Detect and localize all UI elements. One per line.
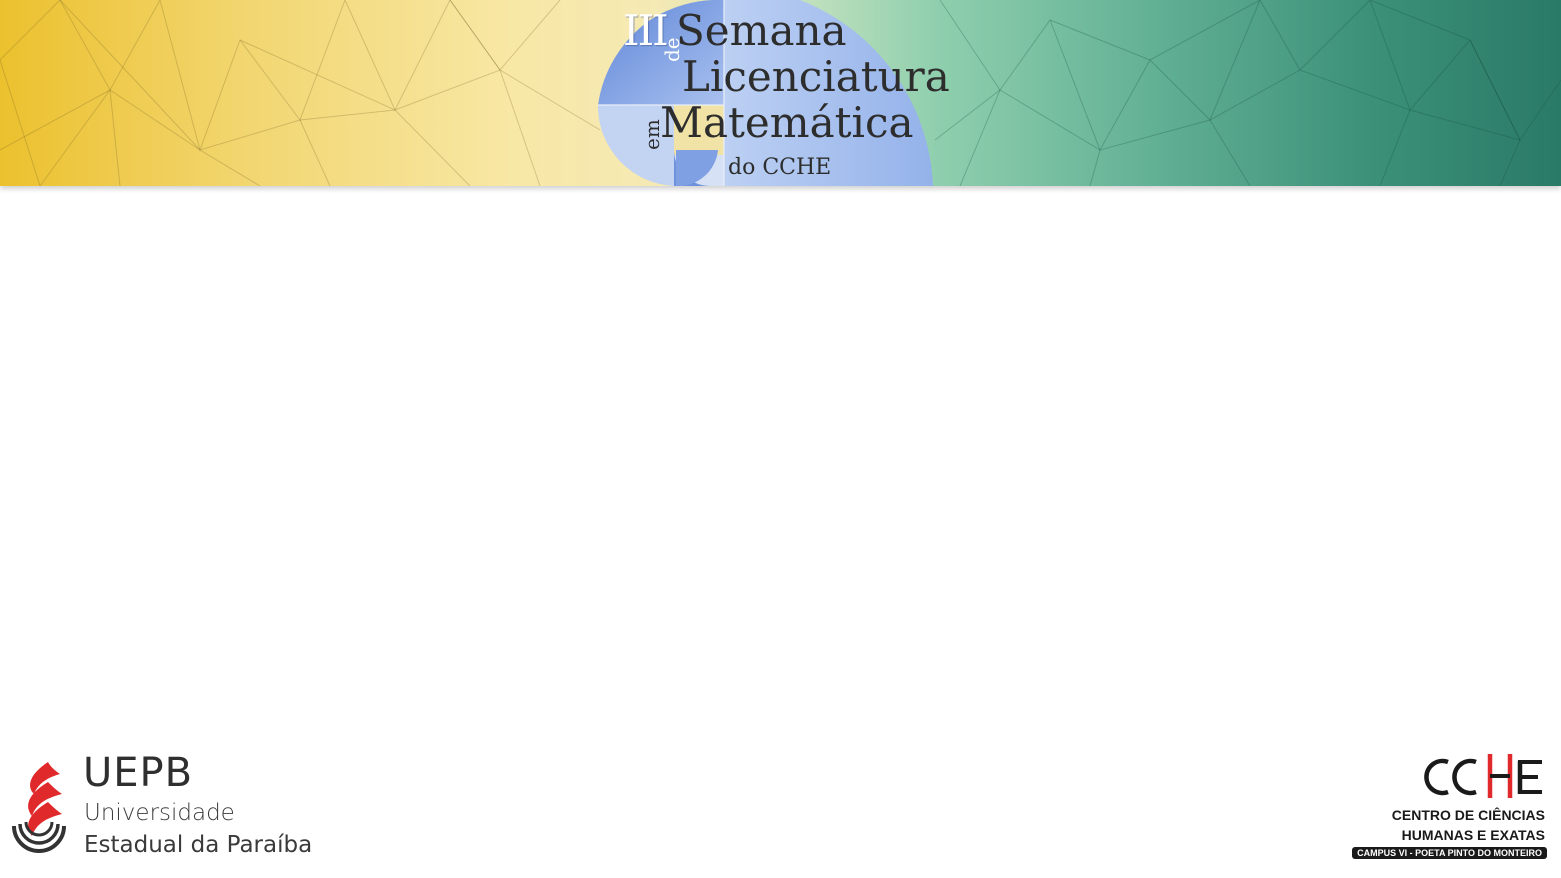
uepb-logo (8, 752, 318, 864)
cche-wordmark-icon (1416, 752, 1546, 802)
header-banner (0, 0, 1561, 186)
uepb-flame-icon (8, 760, 70, 860)
event-title-licenciatura: Licenciatura (682, 52, 950, 101)
event-title-suffix: do CCHE (728, 155, 832, 180)
uepb-name-line1: Universidade (84, 800, 235, 826)
event-title-numeral: III (623, 6, 667, 55)
event-title-matematica: Matemática (660, 98, 914, 147)
cche-name-line1: CENTRO DE CIÊNCIAS (1391, 807, 1545, 823)
cche-name-line2: HUMANAS E EXATAS (1401, 827, 1545, 843)
event-title-semana: Semana (676, 6, 847, 55)
uepb-name-line2: Estadual da Paraíba (84, 832, 313, 858)
cche-logo (1350, 752, 1550, 864)
uepb-acronym: UEPB (83, 750, 194, 796)
event-title-em: em (640, 119, 664, 150)
event-title-de: de (660, 37, 684, 62)
cche-campus-badge: CAMPUS VI - POETA PINTO DO MONTEIRO (1352, 847, 1547, 859)
